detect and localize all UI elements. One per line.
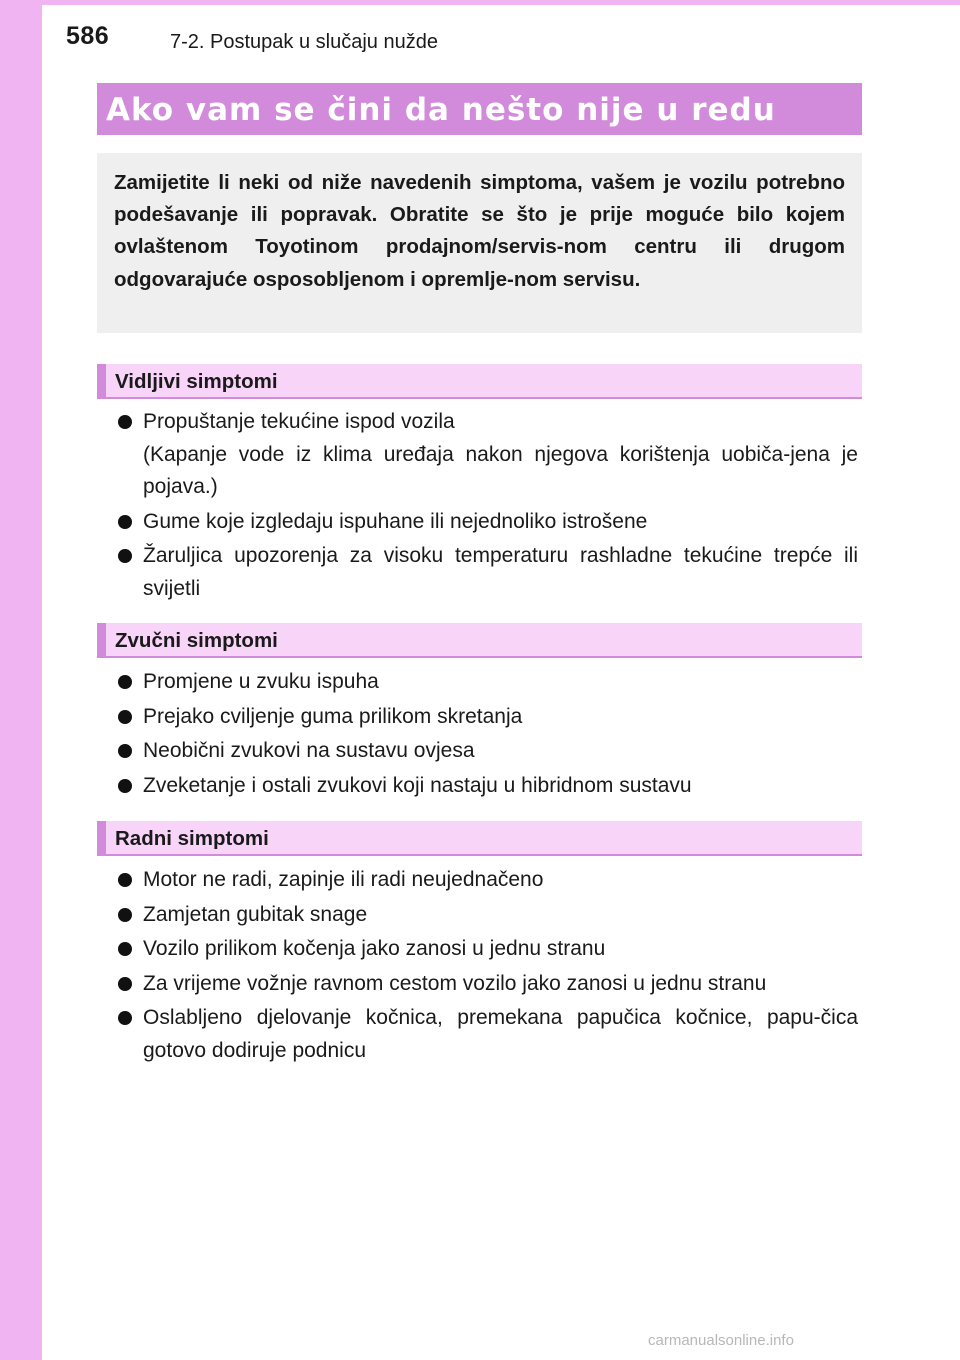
bullet-icon	[118, 779, 132, 793]
section-path: 7-2. Postupak u slučaju nužde	[170, 31, 438, 53]
item-text: Zamjetan gubitak snage	[143, 902, 368, 926]
item-text: Za vrijeme vožnje ravnom cestom vozilo jako zanosi u jednu stranu	[143, 971, 767, 995]
bullet-icon	[118, 873, 132, 887]
watermark: carmanualsonline.info	[648, 1332, 794, 1349]
list-item	[118, 735, 858, 768]
bullet-icon	[118, 675, 132, 689]
page-number: 586	[66, 22, 110, 50]
item-text: Zveketanje i ostali zvukovi koji nastaju u hibridnom sustavu	[143, 773, 692, 797]
item-text: Prejako cviljenje guma prilikom skretanja	[143, 704, 523, 728]
title-bar	[97, 83, 862, 135]
bullet-icon	[118, 744, 132, 758]
subheading-operating-symptoms	[97, 821, 862, 856]
header-rule	[42, 0, 960, 5]
item-text: Oslabljeno djelovanje kočnica, premekana papučica kočnice, papu-čica gotovo dodiruje podnicu	[143, 1006, 858, 1062]
list-item	[118, 899, 858, 932]
item-text: Vozilo prilikom kočenja jako zanosi u jednu stranu	[143, 937, 606, 960]
bullet-icon	[118, 710, 132, 724]
bullet-icon	[118, 515, 132, 529]
bullet-icon	[118, 1011, 132, 1025]
bullet-icon	[118, 415, 132, 429]
item-text: Promjene u zvuku ispuha	[143, 670, 379, 693]
page-title: Ako vam se čini da nešto nije u redu	[106, 92, 776, 128]
intro-box	[97, 153, 862, 333]
subheading-label: Radni simptomi	[115, 827, 269, 850]
list-item	[118, 968, 858, 1001]
bullet-icon	[118, 942, 132, 956]
item-text: Žaruljica upozorenja za visoku temperaturu rashladne tekućine trepće ili svijetli	[143, 544, 858, 600]
visible-symptoms-list	[118, 406, 858, 607]
subheading-visible-symptoms	[97, 364, 862, 399]
bullet-icon	[118, 549, 132, 563]
item-text: Gume koje izgledaju ispuhane ili nejednoliko istrošene	[143, 509, 648, 533]
list-item	[118, 506, 858, 539]
sound-symptoms-list	[118, 666, 858, 804]
bullet-icon	[118, 977, 132, 991]
page-edge-strip	[0, 0, 42, 1360]
subheading-label: Zvučni simptomi	[115, 629, 278, 652]
list-item	[118, 1002, 858, 1067]
item-note: (Kapanje vode iz klima uređaja nakon njegova korištenja uobiča-jena je pojava.)	[143, 442, 858, 498]
intro-text: Zamijetite li neki od niže navedenih simptoma, vašem je vozilu potrebno podešavanje ili popravak. Obratite se što je prije moguće bilo kojem ovlaštenom Toyotinom prodajnom/servis-nom centru ili drugom odgovarajuće osposobljenom i opremlje-nom servisu.	[114, 171, 845, 291]
subheading-sound-symptoms	[97, 623, 862, 658]
item-text: Propuštanje tekućine ispod vozila	[143, 410, 455, 433]
list-item	[118, 666, 858, 699]
list-item	[118, 864, 858, 897]
list-item	[118, 933, 858, 966]
bullet-icon	[118, 908, 132, 922]
list-item	[118, 701, 858, 734]
item-text: Motor ne radi, zapinje ili radi neujednačeno	[143, 868, 544, 891]
list-item	[118, 770, 858, 803]
list-item	[118, 406, 858, 504]
list-item	[118, 540, 858, 605]
subheading-label: Vidljivi simptomi	[115, 370, 278, 393]
operating-symptoms-list	[118, 864, 858, 1069]
item-text: Neobični zvukovi na sustavu ovjesa	[143, 739, 475, 762]
